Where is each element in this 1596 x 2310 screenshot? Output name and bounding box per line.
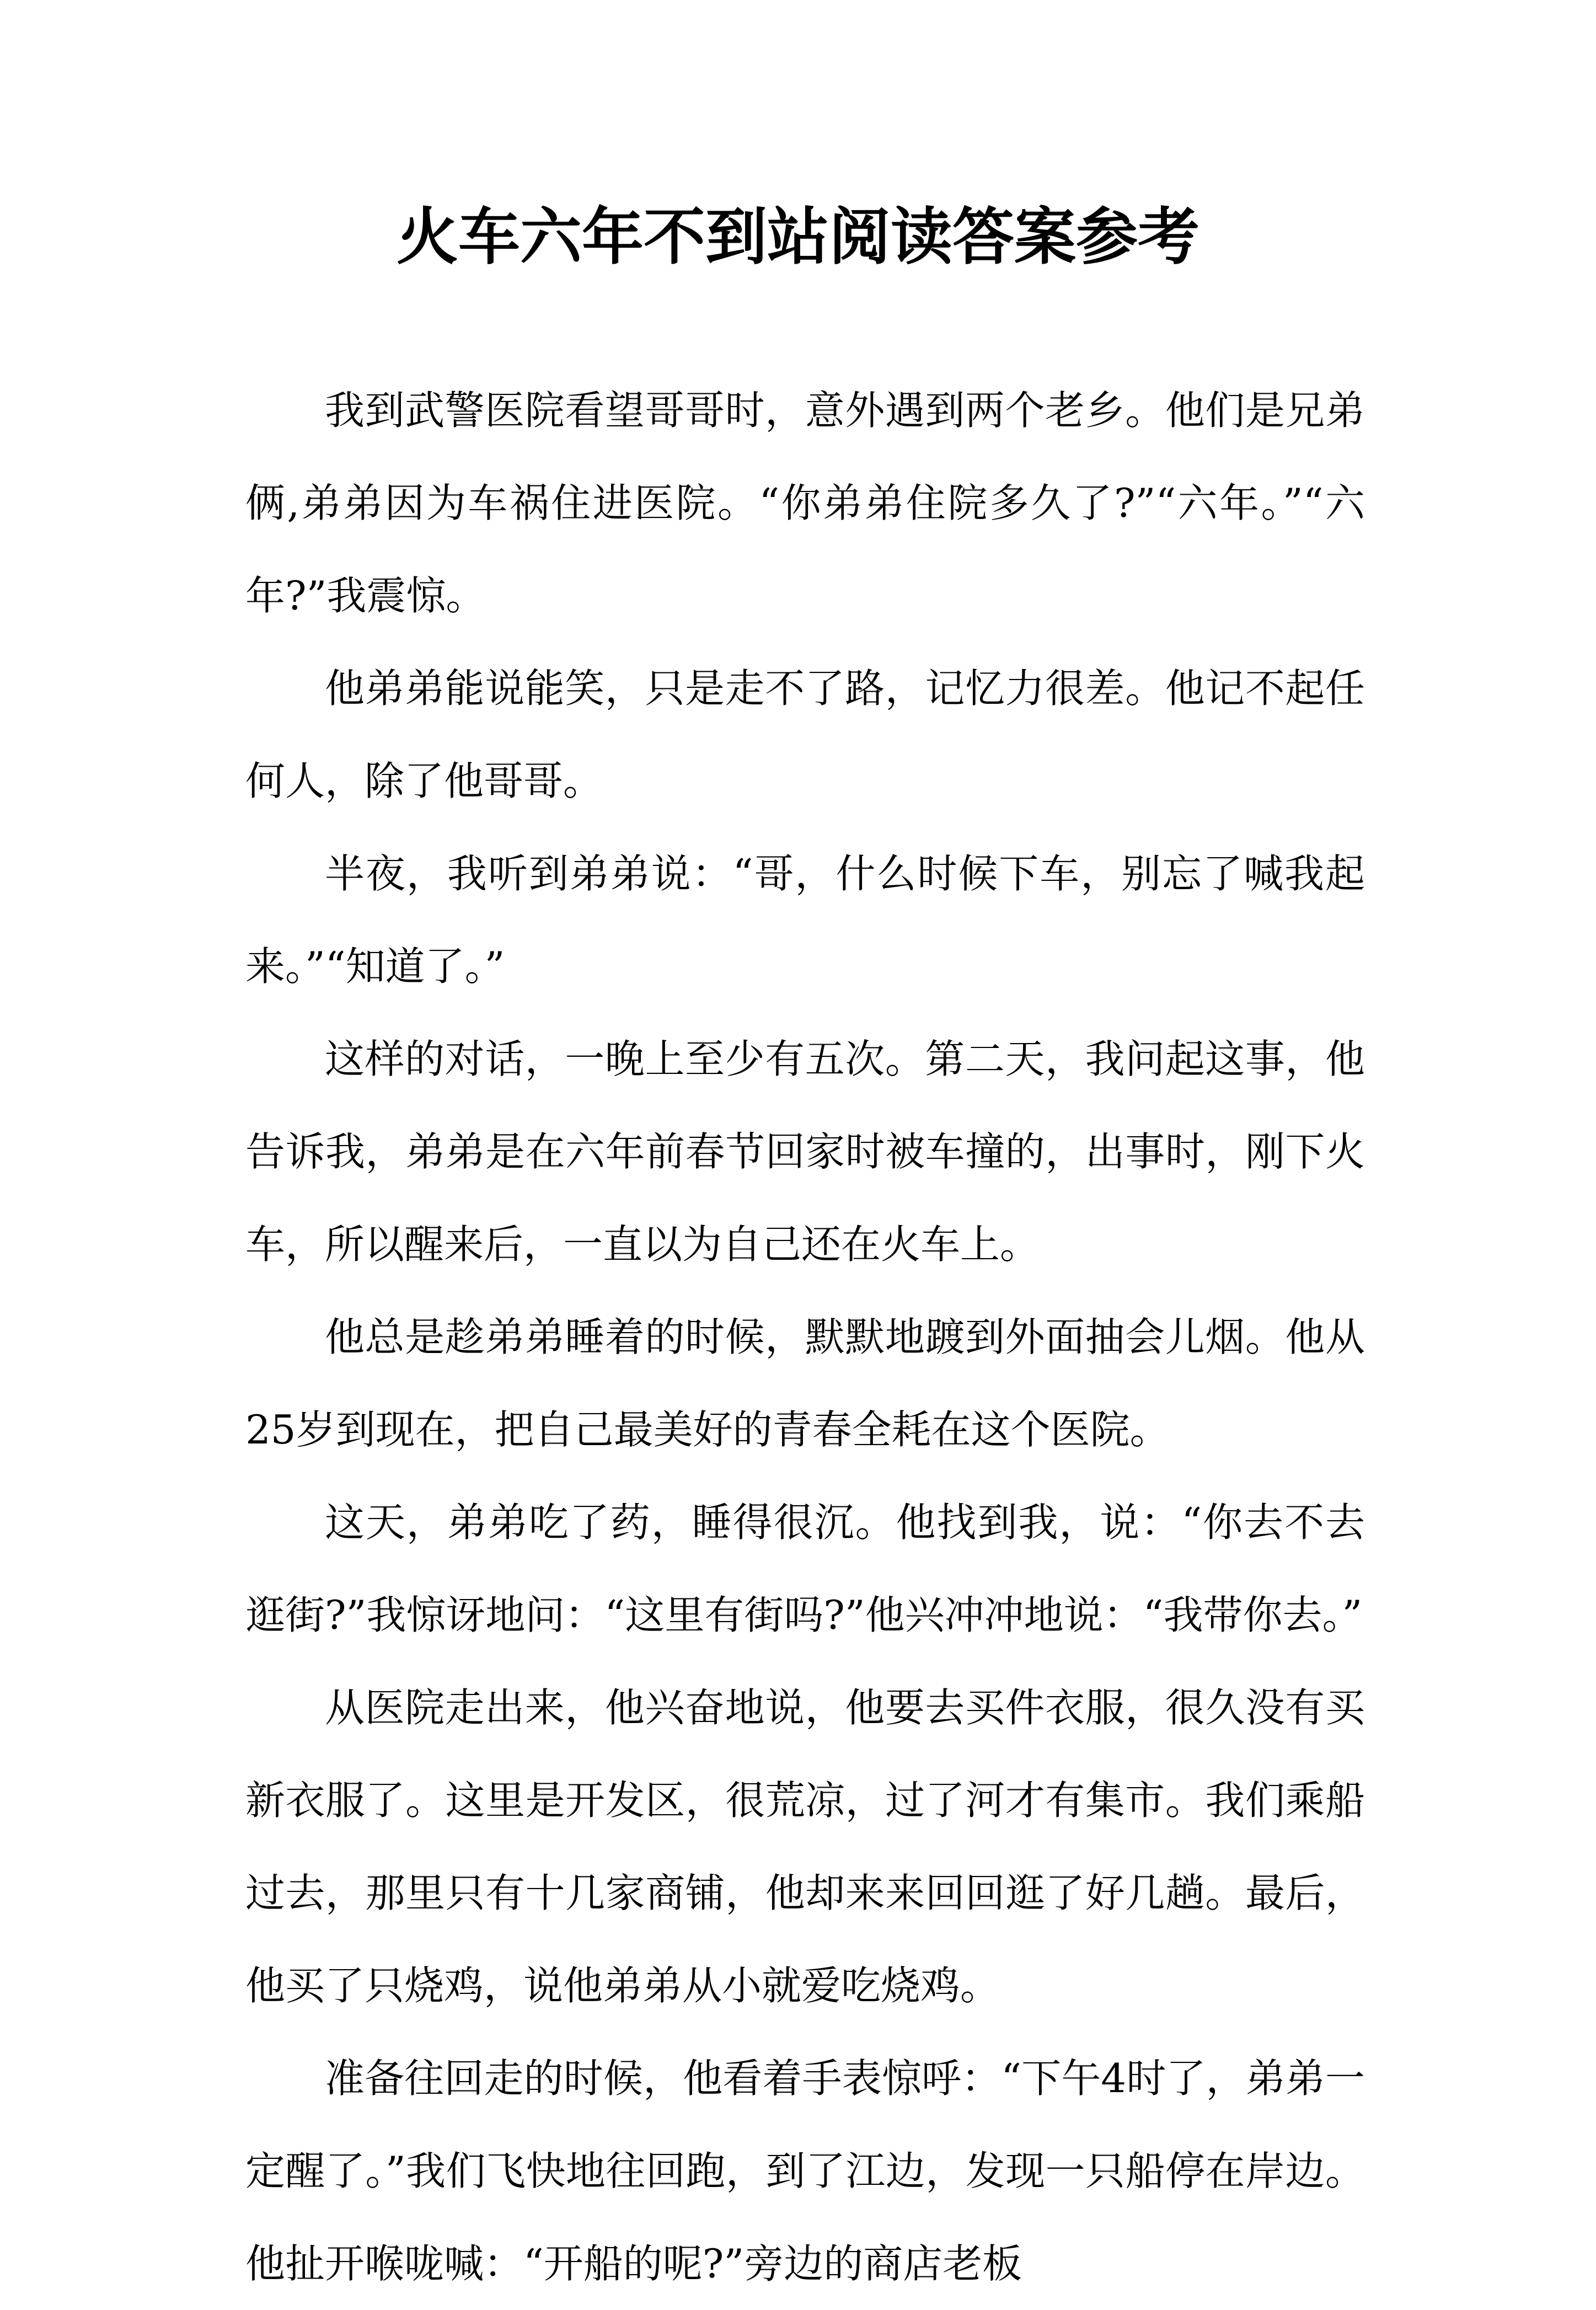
paragraph-8: 准备往回走的时候，他看着手表惊呼：“下午4时了，弟弟一定醒了。”我们飞快地往回跑，到了江边，发现一只船停在岸边。他扯开喉咙喊：“开船的呢?”旁边的商店老板 [245, 2055, 1365, 2287]
paragraph-3: 半夜，我听到弟弟说：“哥，什么时候下车，别忘了喊我起来。”“知道了。” [245, 851, 1365, 990]
paragraph-7: 从医院走出来，他兴奋地说，他要去买件衣服，很久没有买新衣服了。这里是开发区，很荒凉，过了河才有集市。我们乘船过去，那里只有十几家商铺，他却来来回回逛了好几趟。最后，他买了只烧鸡，说他弟弟从小就爱吃烧鸡。 [245, 1685, 1365, 2009]
paragraph-4: 这样的对话，一晚上至少有五次。第二天，我问起这事，他告诉我，弟弟是在六年前春节回家时被车撞的，出事时，刚下火车，所以醒来后，一直以为自己还在火车上。 [245, 1036, 1365, 1268]
paragraph-2: 他弟弟能说能笑，只是走不了路，记忆力很差。他记不起任何人，除了他哥哥。 [245, 665, 1365, 804]
paragraph-1: 我到武警医院看望哥哥时，意外遇到两个老乡。他们是兄弟俩,弟弟因为车祸住进医院。“你弟弟住院多久了?”“六年。”“六年?”我震惊。 [245, 387, 1365, 619]
paragraph-5: 他总是趁弟弟睡着的时候，默默地踱到外面抽会儿烟。他从25岁到现在，把自己最美好的青春全耗在这个医院。 [245, 1314, 1365, 1453]
document-body [245, 364, 1365, 2310]
paragraph-6: 这天，弟弟吃了药，睡得很沉。他找到我，说：“你去不去逛街?”我惊讶地问：“这里有街吗?”他兴冲冲地说：“我带你去。” [245, 1499, 1365, 1638]
document-title: 火车六年不到站阅读答案参考 [397, 201, 1199, 273]
